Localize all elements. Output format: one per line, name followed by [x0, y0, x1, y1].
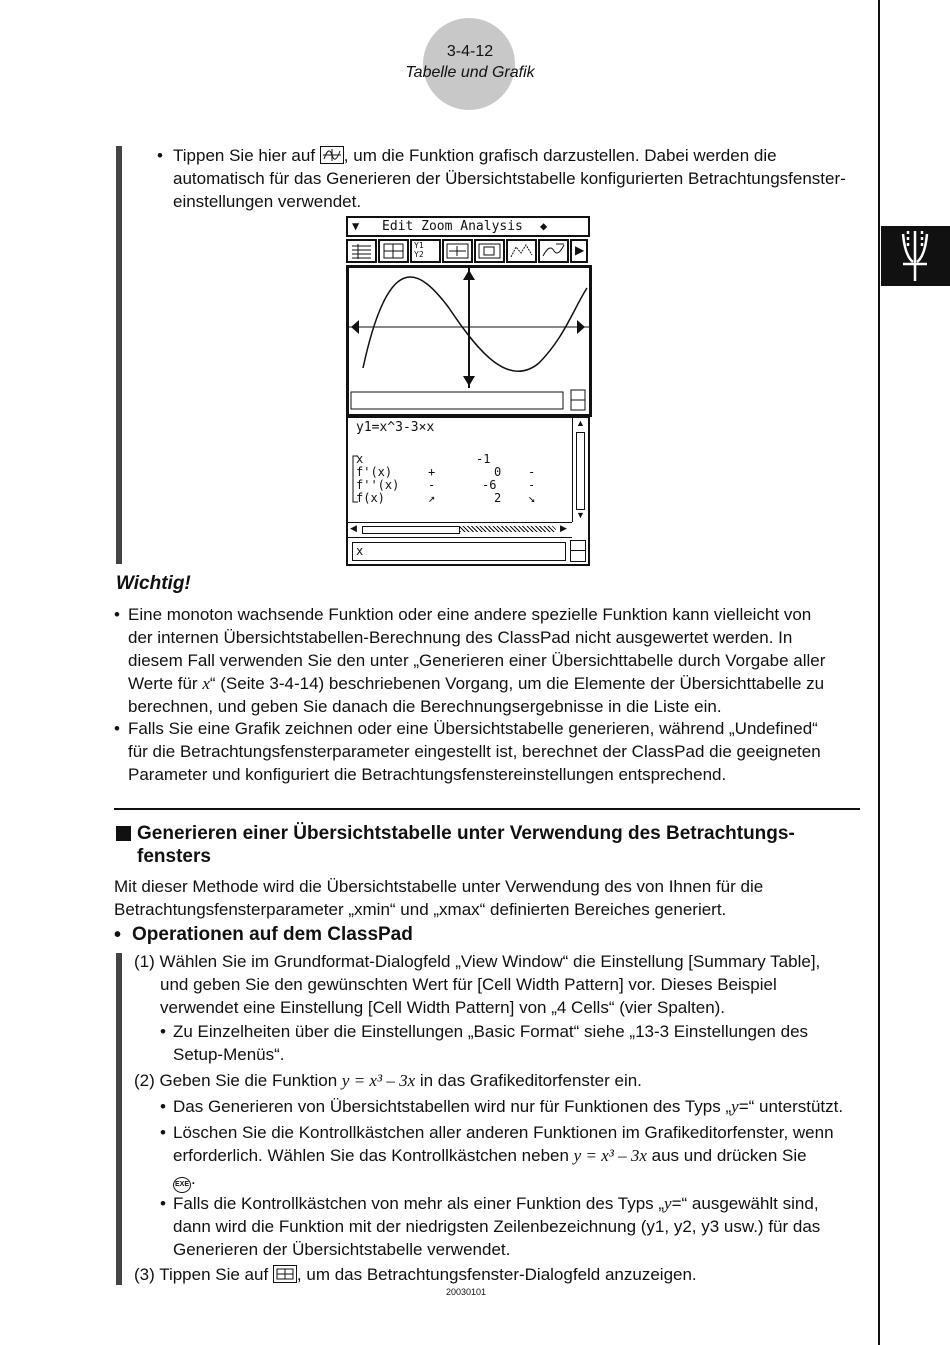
table-row: f(x) ↗ 2 ↘ [356, 491, 536, 505]
section-square-icon [116, 826, 131, 841]
summary-table [356, 453, 556, 505]
section-body-line1: Mit dieser Methode wird die Übersichtstabelle unter Verwendung des von Ihnen für die [114, 877, 764, 896]
toolbar-plot-icon[interactable] [506, 239, 537, 263]
bullet-dot: • [160, 1194, 166, 1213]
section-title-line1: Generieren einer Übersichtstabelle unter Verwendung des Betrachtungs- [137, 823, 795, 844]
toolbar-table-icon[interactable] [346, 239, 377, 263]
step1-line3: verwendet eine Einstellung [Cell Width Pattern] von „4 Cells“ (vier Spalten). [160, 998, 726, 1017]
step2-note2-line2: erforderlich. Wählen Sie das Kontrollkästchen neben y = x³ – 3x aus und drücken Sie [173, 1146, 807, 1165]
table-window [346, 416, 590, 566]
margin-rule [878, 0, 880, 1345]
scroll-left-icon: ◀ [350, 523, 357, 533]
graph-button-icon [320, 146, 344, 164]
bullet-dot: • [160, 1022, 166, 1041]
menu-down-icon: ▼ [352, 219, 360, 233]
section-title: Tabelle und Grafik [405, 64, 535, 81]
ops-title: Operationen auf dem ClassPad [132, 924, 413, 945]
toolbar-summary-icon[interactable] [538, 239, 569, 263]
page-number: 3-4-12 [446, 43, 494, 60]
step2-note1: Das Generieren von Übersichtstabellen wird nur für Funktionen des Typs „y=“ unterstützt. [173, 1097, 844, 1116]
change-bar [116, 953, 122, 1285]
menu-bar[interactable]: ▼ Edit Zoom Analysis ◆ [346, 216, 590, 237]
wichtig-heading: Wichtig! [116, 573, 191, 594]
section-title-line2: fensters [137, 846, 211, 867]
step2-note3-line1: Falls die Kontrollkästchen von mehr als einer Funktion des Typs „y=“ ausgewählt sind, [173, 1194, 819, 1213]
step2-note3-line3: Generieren der Übersichtstabelle verwendet. [173, 1240, 511, 1259]
scroll-up-icon: ▲ [576, 418, 585, 428]
step2-line: (2) Geben Sie die Funktion y = x³ – 3x in das Grafikeditorfenster ein. [134, 1071, 642, 1090]
step1-line1: (1) Wählen Sie im Grundformat-Dialogfeld „View Window“ die Einstellung [Summary Table], [134, 952, 821, 971]
bullet-dot: • [160, 1123, 166, 1142]
section-divider [114, 808, 860, 810]
scroll-right-icon: ▶ [560, 523, 567, 533]
toolbar-grid-icon[interactable] [378, 239, 409, 263]
toolbar [346, 239, 590, 263]
table-row: f'(x) + 0 - [356, 465, 536, 479]
step1-note-line1: Zu Einzelheiten über die Einstellungen „Basic Format“ siehe „13-3 Einstellungen des [173, 1022, 809, 1041]
step2-note2-line3: EXE . [173, 1167, 196, 1193]
step1-note-line2: Setup-Menüs“. [173, 1045, 285, 1064]
table-input-field[interactable]: x [352, 542, 566, 561]
exe-key-icon: EXE [173, 1177, 191, 1193]
graph-window[interactable] [346, 265, 592, 417]
toolbar-next-icon[interactable]: ▶ [570, 239, 588, 263]
table-function: y1=x^3-3×x [356, 420, 435, 435]
viewwindow-button-icon [273, 1265, 297, 1283]
step1-line2: und geben Sie den gewünschten Wert für [Cell Width Pattern] vor. Dieses Beispiel [160, 975, 777, 994]
menu-more-icon: ◆ [540, 219, 548, 233]
chapter-tab [881, 226, 950, 286]
bullet-dot: • [160, 1097, 166, 1116]
graph-table-icon [881, 226, 950, 286]
horizontal-scrollbar[interactable] [348, 522, 572, 538]
step2-note3-line2: dann wird die Funktion mit der niedrigsten Zeilenbezeichnung (y1, y2, y3 usw.) für das [173, 1217, 821, 1236]
calculator-screenshot [346, 216, 590, 564]
step3-line: (3) Tippen Sie auf , um das Betrachtungsfenster-Dialogfeld anzuzeigen. [134, 1265, 697, 1284]
table-row: x -1 [356, 452, 491, 466]
change-bar [116, 146, 122, 564]
vertical-scrollbar[interactable] [572, 418, 587, 522]
section-body-line2: Betrachtungsfensterparameter „xmin“ und „xmax“ definierten Bereiches generiert. [114, 900, 727, 919]
toolbar-viewwindow-icon[interactable] [442, 239, 473, 263]
table-row: f''(x) - -6 - [356, 478, 536, 492]
toolbar-zoom-icon[interactable] [474, 239, 505, 263]
toolbar-y1y2-icon[interactable]: Y1 Y2 [410, 239, 441, 263]
footer-code: 20030101 [446, 1287, 487, 1297]
cubic-graph [349, 268, 589, 414]
scroll-down-icon: ▼ [576, 510, 585, 520]
step2-note2-line1: Löschen Sie die Kontrollkästchen aller anderen Funktionen im Grafikeditorfenster, wenn [173, 1123, 834, 1142]
ops-bullet-icon: • [114, 924, 122, 946]
input-scroll-icon[interactable] [570, 540, 586, 562]
